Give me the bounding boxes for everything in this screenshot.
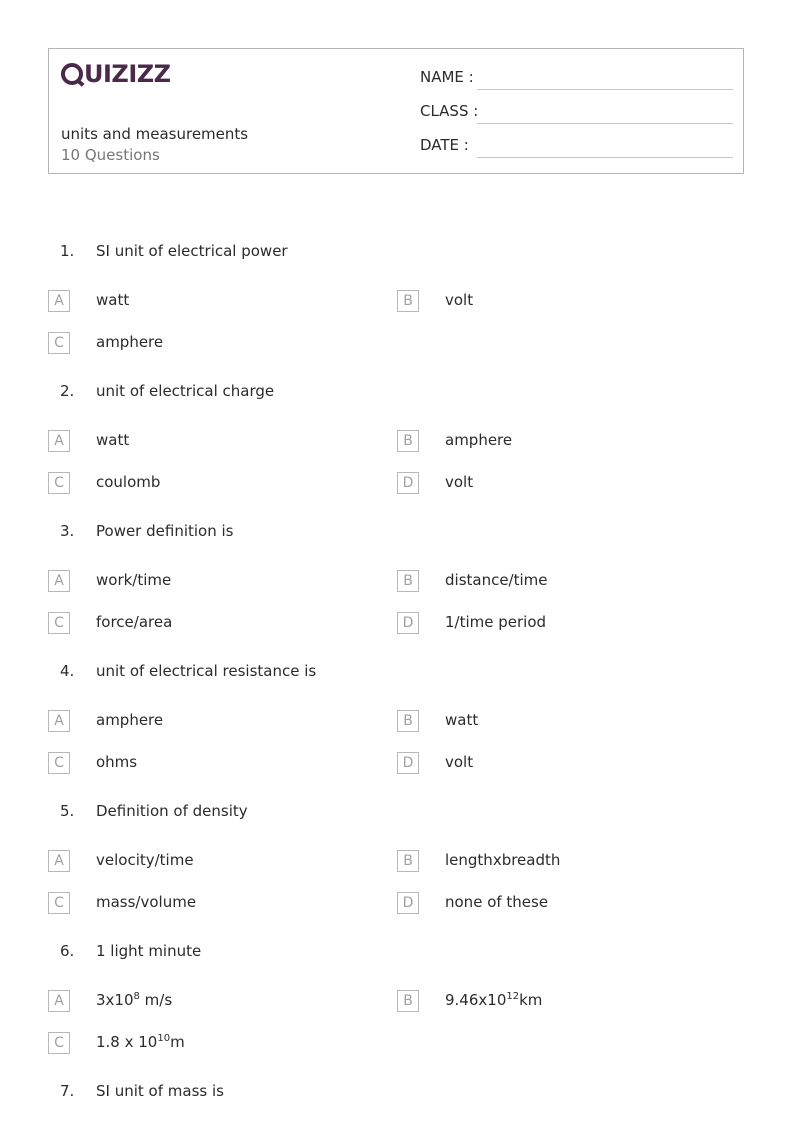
- option-text: mass/volume: [96, 893, 197, 911]
- option-letter-box: B: [397, 430, 419, 452]
- option-letter-box: C: [48, 892, 70, 914]
- option-text: amphere: [96, 333, 164, 351]
- question-text: SI unit of mass is: [96, 1082, 224, 1100]
- question-text: Definition of density: [96, 802, 248, 820]
- option-letter-box: A: [48, 430, 70, 452]
- option-letter-box: A: [48, 570, 70, 592]
- option-letter-box: C: [48, 612, 70, 634]
- quizizz-logo: [61, 59, 171, 89]
- option-text: [96, 991, 172, 1009]
- option-letter-box: C: [48, 472, 70, 494]
- option-text: amphere: [96, 711, 164, 729]
- option-text: watt: [445, 711, 479, 729]
- option-letter-box: C: [48, 332, 70, 354]
- question-number: 6.: [60, 942, 75, 960]
- question-text: unit of electrical resistance is: [96, 662, 317, 680]
- option-letter-box: C: [48, 752, 70, 774]
- option-base: 9.46x10: [445, 991, 507, 1009]
- option-text: force/area: [96, 613, 173, 631]
- option-letter-box: B: [397, 990, 419, 1012]
- option-text: [96, 1033, 185, 1051]
- option-text: volt: [445, 291, 474, 309]
- option-letter-box: D: [397, 892, 419, 914]
- option-text: 1/time period: [445, 613, 547, 631]
- worksheet-header: [48, 48, 744, 174]
- date-line[interactable]: [477, 157, 733, 158]
- option-text: [445, 991, 542, 1009]
- option-text: amphere: [445, 431, 513, 449]
- option-letter-box: B: [397, 850, 419, 872]
- option-text: lengthxbreadth: [445, 851, 561, 869]
- question-text: SI unit of electrical power: [96, 242, 288, 260]
- name-label: NAME :: [420, 68, 474, 86]
- option-text: none of these: [445, 893, 549, 911]
- option-letter-box: B: [397, 710, 419, 732]
- option-unit: km: [519, 991, 543, 1009]
- option-text: watt: [96, 291, 130, 309]
- option-text: coulomb: [96, 473, 161, 491]
- option-text: volt: [445, 753, 474, 771]
- option-letter-box: A: [48, 990, 70, 1012]
- date-label: DATE :: [420, 136, 469, 154]
- question-number: 1.: [60, 242, 75, 260]
- option-letter-box: A: [48, 850, 70, 872]
- option-base: 1.8 x 10: [96, 1033, 158, 1051]
- option-letter-box: B: [397, 570, 419, 592]
- class-label: CLASS :: [420, 102, 479, 120]
- class-line[interactable]: [477, 123, 733, 124]
- question-count: 10 Questions: [61, 146, 160, 164]
- option-exponent: 8: [133, 991, 140, 1002]
- worksheet-title: units and measurements: [61, 125, 249, 143]
- option-letter-box: B: [397, 290, 419, 312]
- logo-text: UIZIZZ: [84, 60, 171, 88]
- option-letter-box: D: [397, 612, 419, 634]
- option-unit: m/s: [139, 991, 173, 1009]
- option-letter-box: C: [48, 1032, 70, 1054]
- option-text: volt: [445, 473, 474, 491]
- option-text: distance/time: [445, 571, 548, 589]
- option-unit: m: [170, 1033, 185, 1051]
- option-exponent: 10: [157, 1033, 171, 1044]
- option-letter-box: D: [397, 752, 419, 774]
- option-text: velocity/time: [96, 851, 194, 869]
- option-letter-box: A: [48, 290, 70, 312]
- option-exponent: 12: [506, 991, 520, 1002]
- question-number: 5.: [60, 802, 75, 820]
- question-number: 2.: [60, 382, 75, 400]
- option-text: watt: [96, 431, 130, 449]
- question-number: 7.: [60, 1082, 75, 1100]
- name-line[interactable]: [477, 89, 733, 90]
- option-text: ohms: [96, 753, 138, 771]
- option-letter-box: A: [48, 710, 70, 732]
- question-text: unit of electrical charge: [96, 382, 275, 400]
- question-text: Power definition is: [96, 522, 234, 540]
- question-text: 1 light minute: [96, 942, 202, 960]
- question-number: 4.: [60, 662, 75, 680]
- option-base: 3x10: [96, 991, 134, 1009]
- logo-q-icon: [61, 63, 83, 85]
- option-text: work/time: [96, 571, 172, 589]
- option-letter-box: D: [397, 472, 419, 494]
- question-number: 3.: [60, 522, 75, 540]
